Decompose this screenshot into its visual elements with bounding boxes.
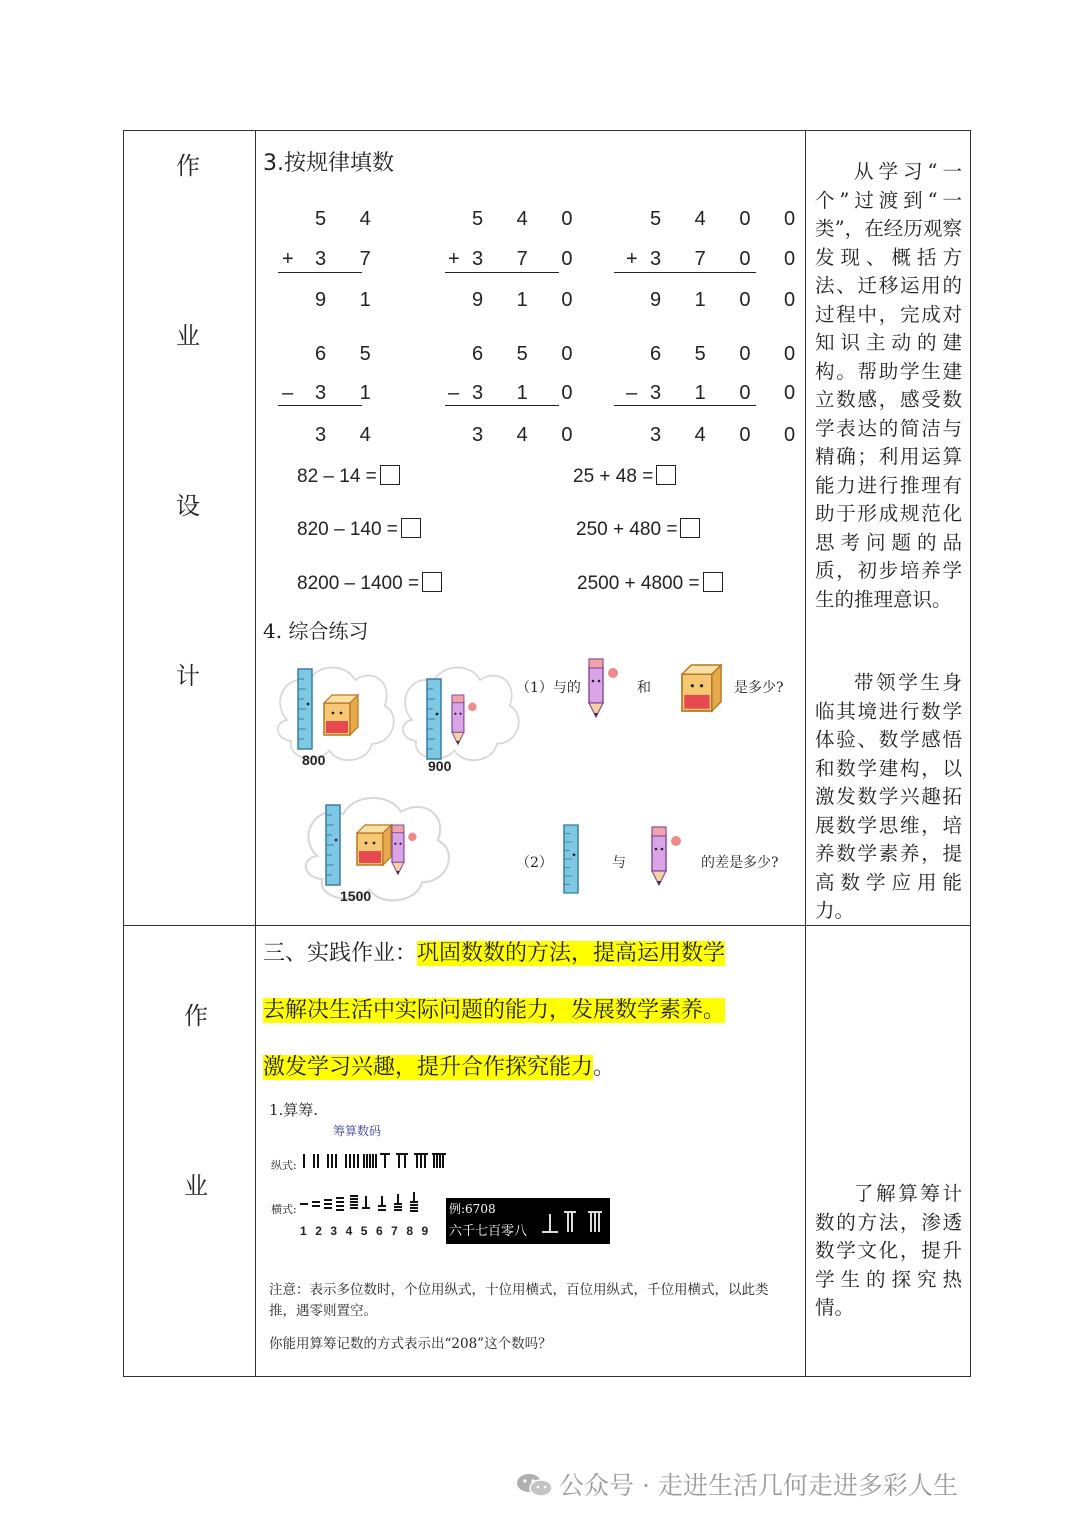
equation-left-3 xyxy=(297,572,442,595)
add2-underline xyxy=(445,272,559,273)
add1-underline xyxy=(278,272,362,273)
sub1-operand-a: 6 5 xyxy=(315,343,385,365)
add1-operand-a: 5 4 xyxy=(315,208,385,230)
add2-operator: + xyxy=(448,248,474,270)
answer-box[interactable] xyxy=(703,572,723,592)
equation-text: 8200 – 1400 = xyxy=(297,573,420,594)
design-note-text: 带领学生身临其境进行数学体验、数学感悟和数学建构，以激发数学兴趣拓展数学思维，培养数学素养，提高数学应用能力。 xyxy=(815,671,962,922)
cloud-value-2: 900 xyxy=(428,758,452,774)
equation-right-3 xyxy=(577,572,723,595)
sub3-operator: – xyxy=(626,382,652,404)
suanchou-title: 1.算筹. xyxy=(269,1101,319,1119)
suanchou-question: 你能用算筹记数的方式表示出“208”这个数吗？ xyxy=(269,1336,552,1352)
rod-digit: 9 xyxy=(421,1224,437,1238)
equation-text: 25 + 48 = xyxy=(573,466,654,487)
equation-right-1 xyxy=(573,465,676,488)
sub1-operator: – xyxy=(282,382,308,404)
answer-box[interactable] xyxy=(380,465,400,485)
q1-prefix: （1）与的 xyxy=(516,680,581,696)
equation-right-2 xyxy=(576,518,700,541)
sub3-result: 3 4 0 0 xyxy=(650,424,810,446)
design-note-text: 了解算筹计数的方法，渗透数学文化，提升学生的探究热情。 xyxy=(815,1182,962,1319)
rod-digit: 2 xyxy=(315,1224,331,1238)
sub2-operand-a: 6 5 0 xyxy=(472,343,587,365)
sub1-operand-b: 3 1 xyxy=(315,382,385,404)
add3-result: 9 1 0 0 xyxy=(650,289,810,311)
column-divider-1 xyxy=(255,131,256,1376)
equation-left-1 xyxy=(297,465,400,488)
equation-text: 250 + 480 = xyxy=(576,519,678,540)
sub1-underline xyxy=(278,405,362,406)
add2-operand-a: 5 4 0 xyxy=(472,208,587,230)
rod-digit: 3 xyxy=(330,1224,346,1238)
practice-highlight-1: 巩固数数的方法，提高运用数学 xyxy=(417,941,726,966)
answer-box[interactable] xyxy=(680,518,700,538)
left-label-char-2: 业 xyxy=(176,322,200,350)
answer-box[interactable] xyxy=(422,572,442,592)
example-chinese: 六千七百零八 xyxy=(449,1224,528,1239)
equation-text: 82 – 14 = xyxy=(297,466,377,487)
rod-digit: 6 xyxy=(375,1224,392,1238)
sub2-result: 3 4 0 xyxy=(472,424,587,446)
section4-title: 4. 综合练习 xyxy=(263,619,369,643)
add2-result: 9 1 0 xyxy=(472,289,587,311)
add3-operand-b: 3 7 0 0 xyxy=(650,248,810,270)
footer-watermark xyxy=(515,1466,958,1502)
equation-text: 2500 + 4800 = xyxy=(577,573,700,594)
sub3-underline xyxy=(614,405,756,406)
add1-operator: + xyxy=(282,248,308,270)
practice-highlight-2: 去解决生活中实际问题的能力，发展数学素养。 xyxy=(263,998,726,1023)
add1-result: 9 1 xyxy=(315,289,385,311)
left-label-char-6: 业 xyxy=(184,1172,208,1200)
practice-highlight-3: 激发学习兴趣，提升合作探究能力 xyxy=(263,1055,594,1080)
answer-box[interactable] xyxy=(656,465,676,485)
sub2-underline xyxy=(445,405,559,406)
q2-mid: 与 xyxy=(612,855,626,871)
rod-digit: 1 xyxy=(300,1224,316,1238)
left-label-char-4: 计 xyxy=(176,662,200,690)
practice-lead: 三、实践作业： xyxy=(263,941,418,966)
practice-tail: 。 xyxy=(593,1055,616,1080)
wechat-icon xyxy=(515,1472,555,1498)
sub3-operand-a: 6 5 0 0 xyxy=(650,343,810,365)
rod-digit: 7 xyxy=(391,1224,407,1238)
rod-digit: 8 xyxy=(406,1224,422,1238)
sub3-operand-b: 3 1 0 0 xyxy=(650,382,810,404)
footer-text: 公众号 · 走进生活几何走进多彩人生 xyxy=(559,1471,958,1500)
add3-operator: + xyxy=(626,248,652,270)
equation-left-2 xyxy=(297,518,421,541)
q2-suffix: 的差是多少? xyxy=(701,855,779,871)
left-label-char-1: 作 xyxy=(176,152,200,180)
rod-digit: 4 xyxy=(345,1224,361,1238)
answer-box[interactable] xyxy=(401,518,421,538)
vertical-form-label: 纵式: xyxy=(271,1159,297,1172)
add1-operand-b: 3 7 xyxy=(315,248,385,270)
left-label-char-3: 设 xyxy=(176,492,200,520)
q2-prefix: （2） xyxy=(516,855,553,871)
q1-mid: 和 xyxy=(637,680,651,696)
example-number: 例:6708 xyxy=(449,1202,496,1216)
add2-operand-b: 3 7 0 xyxy=(472,248,587,270)
rod-digit: 5 xyxy=(360,1224,376,1238)
design-note-text: 从学习“一个”过渡到“一类”，在经历观察发现、概括方法、迁移运用的过程中，完成对知识主动的建构。帮助学生建立数感，感受数学表达的简洁与精确；利用运算能力进行推理有助于形成规范化思考问题的品质，初步培养学生的推理意识。 xyxy=(815,160,962,611)
design-note-2 xyxy=(815,669,962,926)
rod-digits xyxy=(300,1224,437,1238)
section3-title: 3.按规律填数 xyxy=(263,151,394,176)
column-divider-2 xyxy=(805,131,806,1376)
left-label-char-5: 作 xyxy=(184,1002,208,1030)
q1-suffix: 是多少? xyxy=(734,680,784,696)
example-box xyxy=(446,1198,610,1244)
design-note-3 xyxy=(815,1180,962,1323)
cloud-value-1: 800 xyxy=(302,752,326,768)
horizontal-form-label: 横式: xyxy=(271,1203,297,1216)
add3-operand-a: 5 4 0 0 xyxy=(650,208,810,230)
sub1-result: 3 4 xyxy=(315,424,385,446)
sub2-operand-b: 3 1 0 xyxy=(472,382,587,404)
counting-rods-figure xyxy=(300,1150,460,1220)
suanchou-chart-title: 筹算数码 xyxy=(333,1124,382,1138)
add3-underline xyxy=(614,272,756,273)
cloud-value-3: 1500 xyxy=(340,888,372,904)
suanchou-note: 注意：表示多位数时，个位用纵式，十位用横式，百位用纵式，千位用横式，以此类推，遇零则置空。 xyxy=(269,1282,769,1319)
example-rods xyxy=(538,1206,608,1238)
design-note-1 xyxy=(815,158,962,614)
practice-homework xyxy=(263,925,798,1096)
equation-text: 820 – 140 = xyxy=(297,519,398,540)
sub2-operator: – xyxy=(448,382,474,404)
